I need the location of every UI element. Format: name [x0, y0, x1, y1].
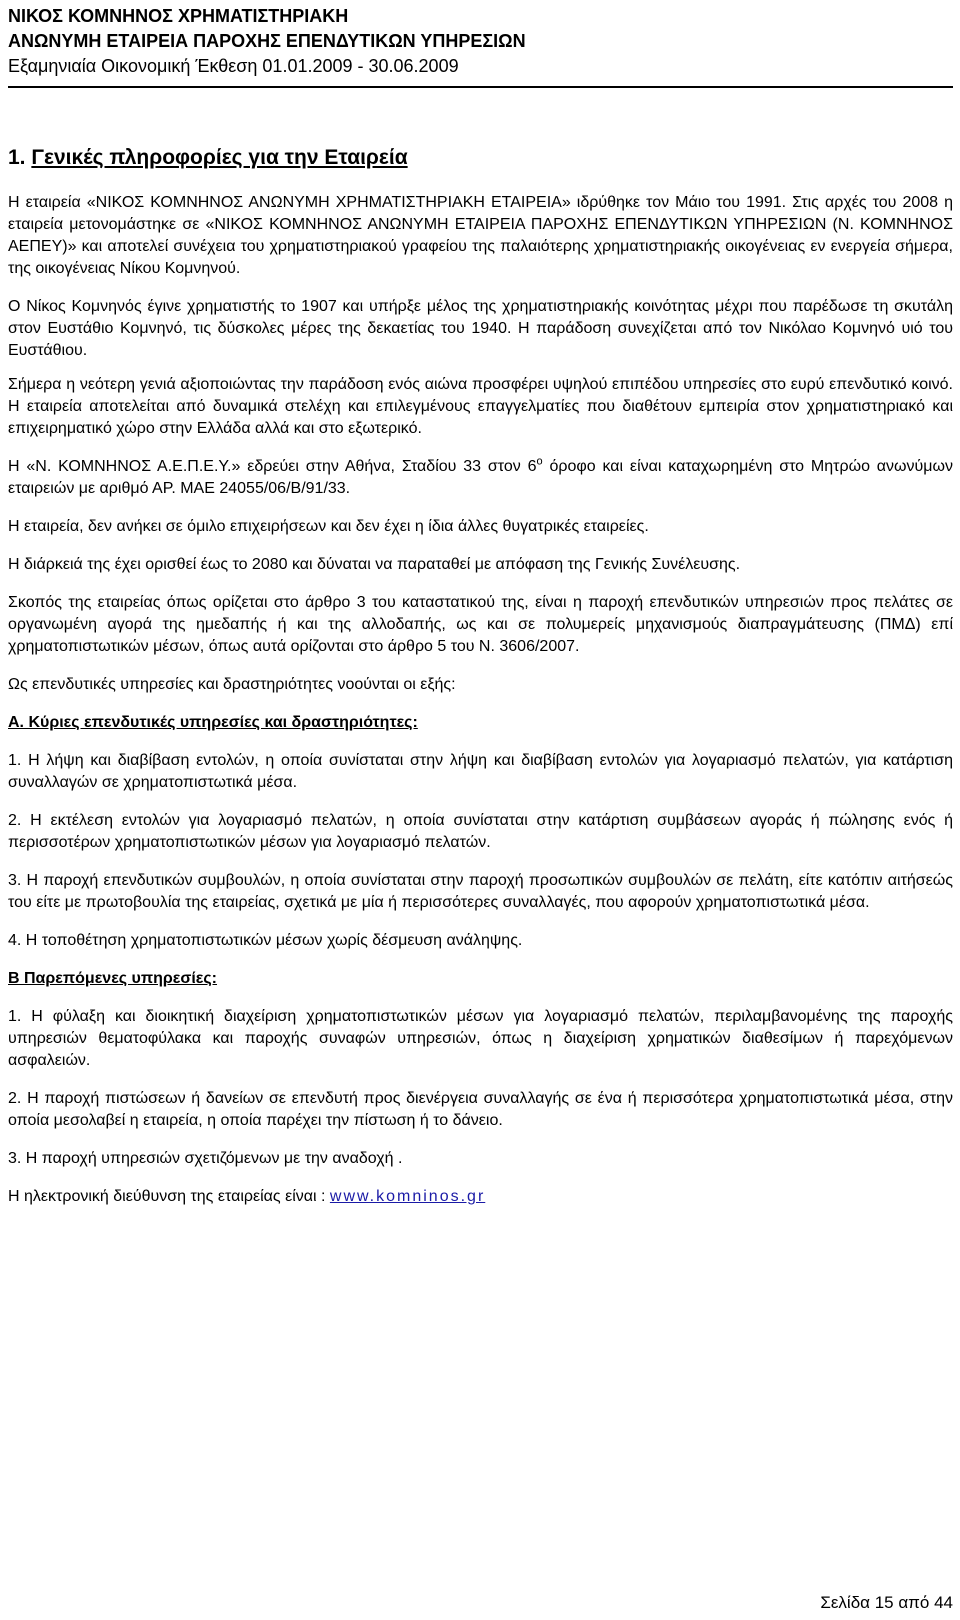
- header-report-period: Εξαμηνιαία Οικονομική Έκθεση 01.01.2009 - 30.06.2009: [8, 56, 459, 76]
- document-header: [8, 4, 948, 79]
- header-company-name: ΝΙΚΟΣ ΚΟΜΝΗΝΟΣ ΧΡΗΜΑΤΙΣΤΗΡΙΑΚΗ: [8, 6, 349, 26]
- paragraph-today: Σήμερα η νεότερη γενιά αξιοποιώντας την παράδοση ενός αιώνα προσφέρει υψηλού επιπέδου υπηρεσίες στο ευρύ επενδυτικό κοινό. Η εταιρεία αποτελείται από δυναμικά στελέχη και επιλεγμένους επαγγελματίες που διαθέτουν εμπειρία στον χρηματιστηριακό και επιχειρηματικό χώρο στην Ελλάδα αλλά και στο εξωτερικό.: [8, 376, 953, 437]
- paragraph-registered-office: [8, 456, 953, 500]
- ancillary-service-item: 3. Η παροχή υπηρεσιών σχετιζόμενων με την αναδοχή .: [8, 1150, 403, 1167]
- paragraph-website: [8, 1186, 953, 1208]
- section-title-text: Γενικές πληροφορίες για την Εταιρεία: [31, 146, 408, 169]
- paragraph-history: Η εταιρεία «ΝΙΚΟΣ ΚΟΜΝΗΝΟΣ ΑΝΩΝΥΜΗ ΧΡΗΜΑΤΙΣΤΗΡΙΑΚΗ ΕΤΑΙΡΕΙΑ» ιδρύθηκε τον Μάιο του 1991. Στις αρχές του 2008 η εταιρεία μετονομάστηκε σε «ΝΙΚΟΣ ΚΟΜΝΗΝΟΣ ΑΝΩΝΥΜΗ ΕΤΑΙΡΕΙΑ ΠΑΡΟΧΗΣ ΕΠΕΝΔΥΤΙΚΩΝ ΥΠΗΡΕΣΙΩΝ (Ν. ΚΟΜΝΗΝΟΣ ΑΕΠΕΥ)» και αποτελεί συνέχεια του χρηματιστηριακού γραφείου της παλαιότερης χρηματιστηριακής οικογένειας εν ενεργεία σήμερα, της οικογένειας Νίκου Κομνηνού.: [8, 194, 953, 277]
- floor-superscript: ο: [536, 455, 543, 468]
- ancillary-service-item: 1. Η φύλαξη και διοικητική διαχείριση χρηματοπιστωτικών μέσων για λογαριασμό πελατών, περιλαμβανομένης της παροχής υπηρεσιών θεματοφύλακα και παροχής συναφών υπηρεσιών, όπως η διαχείριση χρηματικών διαθεσίμων ή παρεχόμενων ασφαλειών.: [8, 1008, 953, 1069]
- page-content: [8, 144, 953, 1224]
- paragraph-founder: Ο Νίκος Κομνηνός έγινε χρηματιστής το 1907 και υπήρξε μέλος της χρηματιστηριακής κοινότητας μέχρι που παρέδωσε τη σκυτάλη στον Ευστάθιο Κομνηνό, τις δύσκολες μέρες της δεκαετίας του 1940. Η παράδοση συνεχίζεται από τον Νικόλαο Κομνηνό υιό του Ευστάθιου.: [8, 298, 953, 359]
- paragraph-services-intro: Ως επενδυτικές υπηρεσίες και δραστηριότητες νοούνται οι εξής:: [8, 676, 456, 693]
- main-service-item: 3. Η παροχή επενδυτικών συμβουλών, η οποία συνίσταται στην παροχή προσωπικών συμβουλών σε πελάτη, είτε κατόπιν αιτήσεώς του είτε με πρωτοβουλία της εταιρείας, σχετικά με μία ή περισσότερες συναλλαγές, που αφορούν χρηματοπιστωτικά μέσα.: [8, 872, 953, 911]
- main-services-heading: Α. Κύριες επενδυτικές υπηρεσίες και δραστηριότητες:: [8, 714, 418, 731]
- section-title: [8, 144, 953, 172]
- paragraph-group: Η εταιρεία, δεν ανήκει σε όμιλο επιχειρήσεων και δεν έχει η ίδια άλλες θυγατρικές εταιρείες.: [8, 518, 649, 535]
- section-number: 1.: [8, 146, 26, 169]
- page-number: Σελίδα 15 από 44: [820, 1593, 953, 1612]
- website-link[interactable]: www.komninos.gr: [329, 1188, 486, 1205]
- main-service-item: 4. Η τοποθέτηση χρηματοπιστωτικών μέσων χωρίς δέσμευση ανάληψης.: [8, 932, 523, 949]
- ancillary-service-item: 2. Η παροχή πιστώσεων ή δανείων σε επενδυτή προς διενέργεια συναλλαγής σε ένα ή περισσότερα χρηματοπιστωτικά μέσα, στην οποία μεσολαβεί η εταιρεία, η οποία παρέχει την πίστωση ή το δάνειο.: [8, 1090, 953, 1129]
- website-label: Η ηλεκτρονική διεύθυνση της εταιρείας είναι :: [8, 1188, 330, 1205]
- main-service-item: 2. Η εκτέλεση εντολών για λογαριασμό πελατών, η οποία συνίσταται στην κατάρτιση συμβάσεων αγοράς ή πώλησης ενός ή περισσοτέρων χρηματοπιστωτικών μέσων για λογαριασμό πελατών.: [8, 812, 953, 851]
- paragraph-duration: Η διάρκειά της έχει ορισθεί έως το 2080 και δύναται να παραταθεί με απόφαση της Γενικής Συνέλευσης.: [8, 556, 741, 573]
- main-service-item: 1. Η λήψη και διαβίβαση εντολών, η οποία συνίσταται στην λήψη και διαβίβαση εντολών για λογαριασμό πελατών, για κατάρτιση συναλλαγών σε χρηματοπιστωτικά μέσα.: [8, 752, 953, 791]
- ancillary-services-heading: Β Παρεπόμενες υπηρεσίες:: [8, 970, 218, 987]
- registered-office-text-b: όροφο και είναι καταχωρημένη στο Μητρώο ανωνύμων εταιρειών με αριθμό ΑΡ. ΜΑΕ 24055/06/Β/91/33.: [8, 458, 954, 497]
- registered-office-text-a: Η «Ν. ΚΟΜΝΗΝΟΣ Α.Ε.Π.Ε.Υ.» εδρεύει στην Αθήνα, Σταδίου 33 στον 6: [8, 458, 537, 475]
- header-divider: [8, 86, 953, 88]
- header-company-type: ΑΝΩΝΥΜΗ ΕΤΑΙΡΕΙΑ ΠΑΡΟΧΗΣ ΕΠΕΝΔΥΤΙΚΩΝ ΥΠΗΡΕΣΙΩΝ: [8, 31, 526, 51]
- paragraph-purpose: Σκοπός της εταιρείας όπως ορίζεται στο άρθρο 3 του καταστατικού της, είναι η παροχή επενδυτικών υπηρεσιών προς πελάτες σε οργανωμένη αγορά της ημεδαπής ή και της αλλοδαπής, ως και σε πολυμερείς μηχανισμούς διαπραγμάτευσης (ΠΜΔ) επί χρηματοπιστωτικών μέσων, όπως αυτά ορίζονται στο άρθρο 5 του Ν. 3606/2007.: [8, 594, 953, 655]
